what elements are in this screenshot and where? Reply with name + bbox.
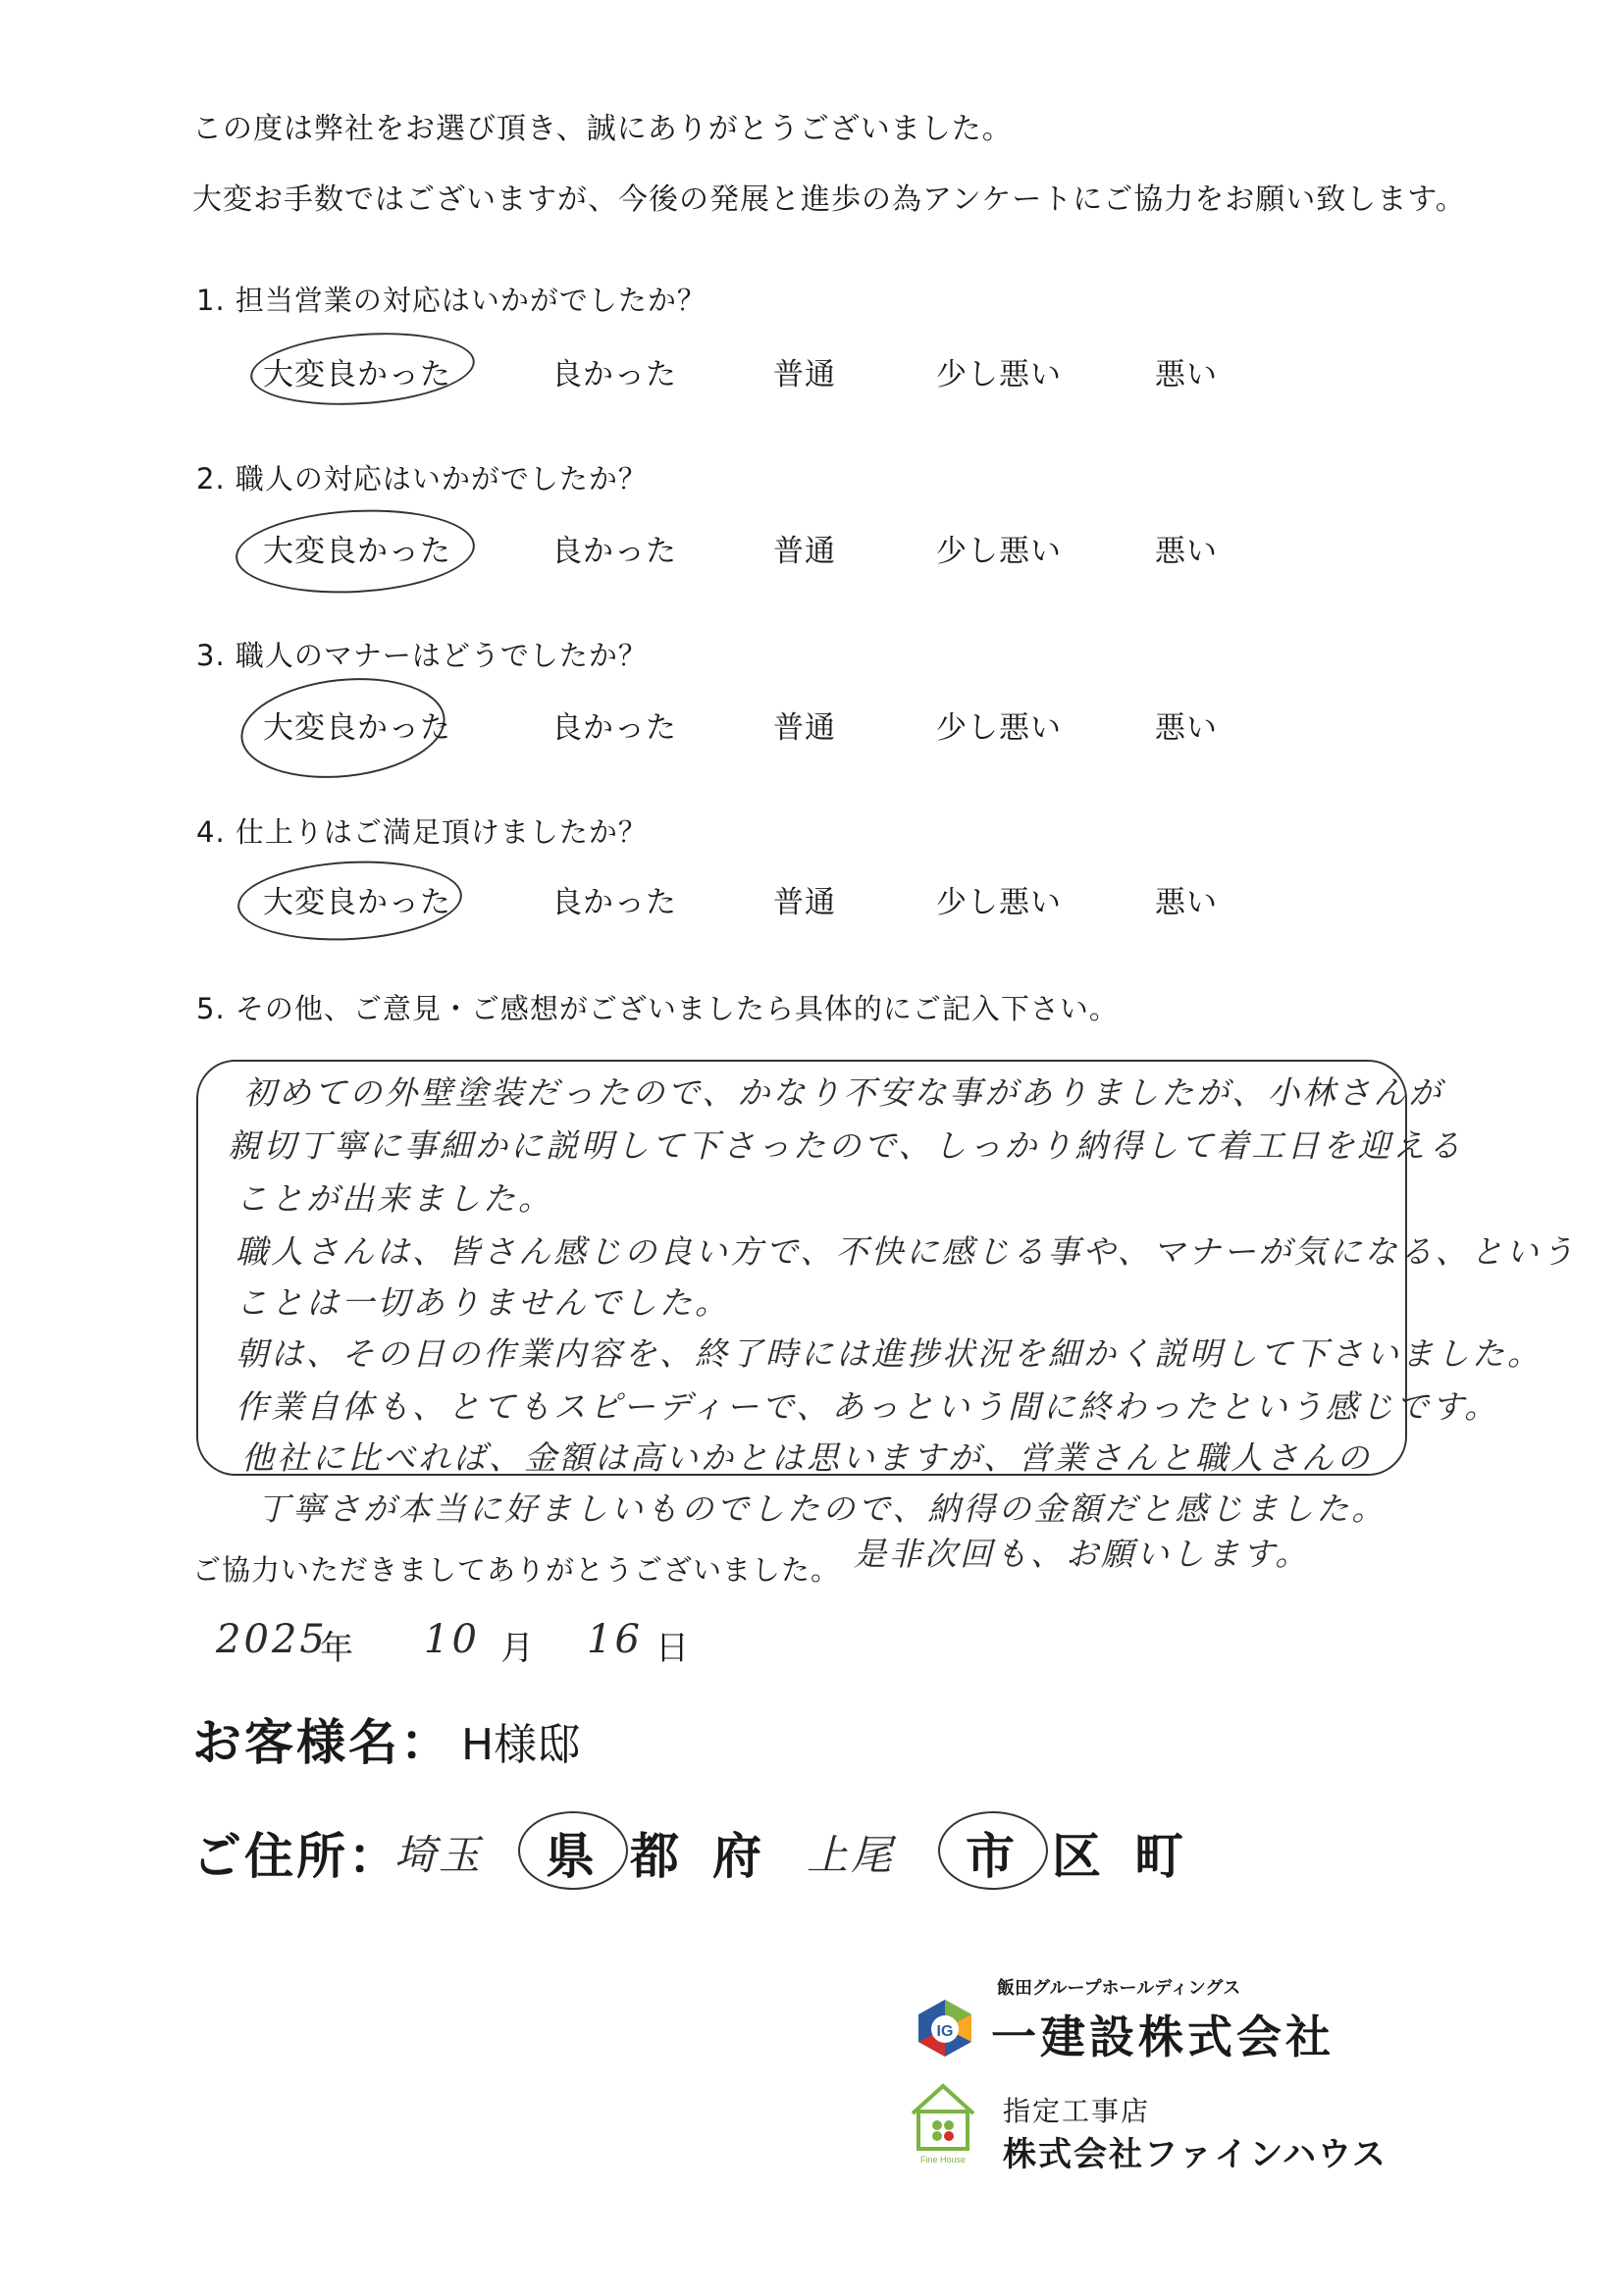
comment-line: ことが出来ました。 (236, 1179, 553, 1218)
q2-option-very-good[interactable]: 大変良かった (263, 534, 451, 569)
q3-option-very-good[interactable]: 大変良かった (263, 710, 451, 746)
comment-line: 初めての外壁塗装だったので、かなり不安な事がありましたが、小林さんが (243, 1073, 1444, 1112)
fine-house-logo-icon (907, 2078, 979, 2166)
q4-option-good[interactable]: 良かった (551, 885, 677, 920)
prefecture-option-to[interactable]: 都 (630, 1828, 679, 1885)
group-name: 飯田グループホールディングス (997, 1978, 1241, 1999)
date-year-label: 年 (320, 1629, 353, 1668)
comment-line: 作業自体も、とてもスピーディーで、あっという間に終わったという感じです。 (236, 1387, 1500, 1426)
ig-logo-letters: IG (936, 2023, 954, 2040)
q2-option-good[interactable]: 良かった (551, 534, 677, 569)
question-4-label: 4. 仕上りはご満足頂けましたか？ (196, 815, 648, 849)
question-1-label: 1. 担当営業の対応はいかがでしたか？ (196, 284, 707, 317)
q4-option-bad[interactable]: 悪い (1155, 885, 1218, 920)
q1-option-very-good[interactable]: 大変良かった (263, 357, 451, 392)
comment-line: 丁寧さが本当に好ましいものでしたので、納得の金額だと感じました。 (257, 1489, 1387, 1528)
q1-option-slightly-bad[interactable]: 少し悪い (936, 357, 1062, 392)
company-name: 一建設株式会社 (991, 2010, 1335, 2063)
city-option-ku[interactable]: 区 (1052, 1828, 1101, 1885)
date-month-value[interactable]: 10 (424, 1617, 480, 1662)
q2-option-slightly-bad[interactable]: 少し悪い (936, 534, 1062, 569)
q3-option-bad[interactable]: 悪い (1155, 710, 1218, 746)
q1-option-good[interactable]: 良かった (551, 357, 677, 392)
q3-option-slightly-bad[interactable]: 少し悪い (936, 710, 1062, 746)
q3-option-good[interactable]: 良かった (551, 710, 677, 746)
designation-label: 指定工事店 (1003, 2095, 1151, 2127)
city-option-machi[interactable]: 町 (1134, 1828, 1183, 1885)
ig-logo-icon (915, 1998, 975, 2059)
question-3-label: 3. 職人のマナーはどうでしたか？ (196, 639, 648, 672)
prefecture-option-fu[interactable]: 府 (712, 1828, 761, 1885)
comment-line: 職人さんは、皆さん感じの良い方で、不快に感じる事や、マナーが気になる、という (236, 1232, 1577, 1271)
address-prefecture-value[interactable]: 埼玉 (394, 1831, 484, 1879)
customer-label: お客様名： (192, 1714, 452, 1771)
date-day-label: 日 (655, 1629, 689, 1668)
city-option-shi[interactable]: 市 (966, 1828, 1015, 1885)
comment-line: 他社に比べれば、金額は高いかとは思いますが、営業さんと職人さんの (241, 1438, 1372, 1477)
contractor-name: 株式会社ファインハウス (1003, 2135, 1387, 2174)
comment-extra: 是非次回も、お願いします。 (854, 1535, 1311, 1573)
customer-name[interactable]: H様邸 (461, 1720, 581, 1770)
date-day-value[interactable]: 16 (587, 1617, 643, 1662)
date-year-value[interactable]: 2025 (216, 1617, 328, 1662)
address-city-value[interactable]: 上尾 (807, 1831, 896, 1879)
comment-line: 親切丁寧に事細かに説明して下さったので、しっかり納得して着工日を迎える (228, 1126, 1464, 1165)
comment-line: ことは一切ありませんでした。 (236, 1283, 730, 1322)
thanks-text: ご協力いただきましてありがとうございました。 (192, 1553, 841, 1587)
q4-option-normal[interactable]: 普通 (773, 885, 836, 920)
question-2-label: 2. 職人の対応はいかがでしたか？ (196, 462, 648, 496)
q1-option-bad[interactable]: 悪い (1155, 357, 1218, 392)
q2-option-normal[interactable]: 普通 (773, 534, 836, 569)
prefecture-option-ken[interactable]: 県 (546, 1828, 595, 1885)
date-month-label: 月 (500, 1629, 534, 1668)
intro-line-2: 大変お手数ではございますが、今後の発展と進歩の為アンケートにご協力をお願い致します。 (192, 183, 1466, 217)
intro-line-1: この度は弊社をお選び頂き、誠にありがとうございました。 (192, 112, 1013, 146)
q2-option-bad[interactable]: 悪い (1155, 534, 1218, 569)
question-5-label: 5. その他、ご意見・ご感想がございましたら具体的にご記入下さい。 (196, 992, 1119, 1025)
address-label: ご住所： (192, 1828, 400, 1885)
comment-line: 朝は、その日の作業内容を、終了時には進捗状況を細かく説明して下さいました。 (236, 1334, 1543, 1373)
q3-option-normal[interactable]: 普通 (773, 710, 836, 746)
fine-house-logo-text: Fine House (919, 2155, 967, 2165)
q1-option-normal[interactable]: 普通 (773, 357, 836, 392)
q4-option-slightly-bad[interactable]: 少し悪い (936, 885, 1062, 920)
q4-option-very-good[interactable]: 大変良かった (263, 885, 451, 920)
